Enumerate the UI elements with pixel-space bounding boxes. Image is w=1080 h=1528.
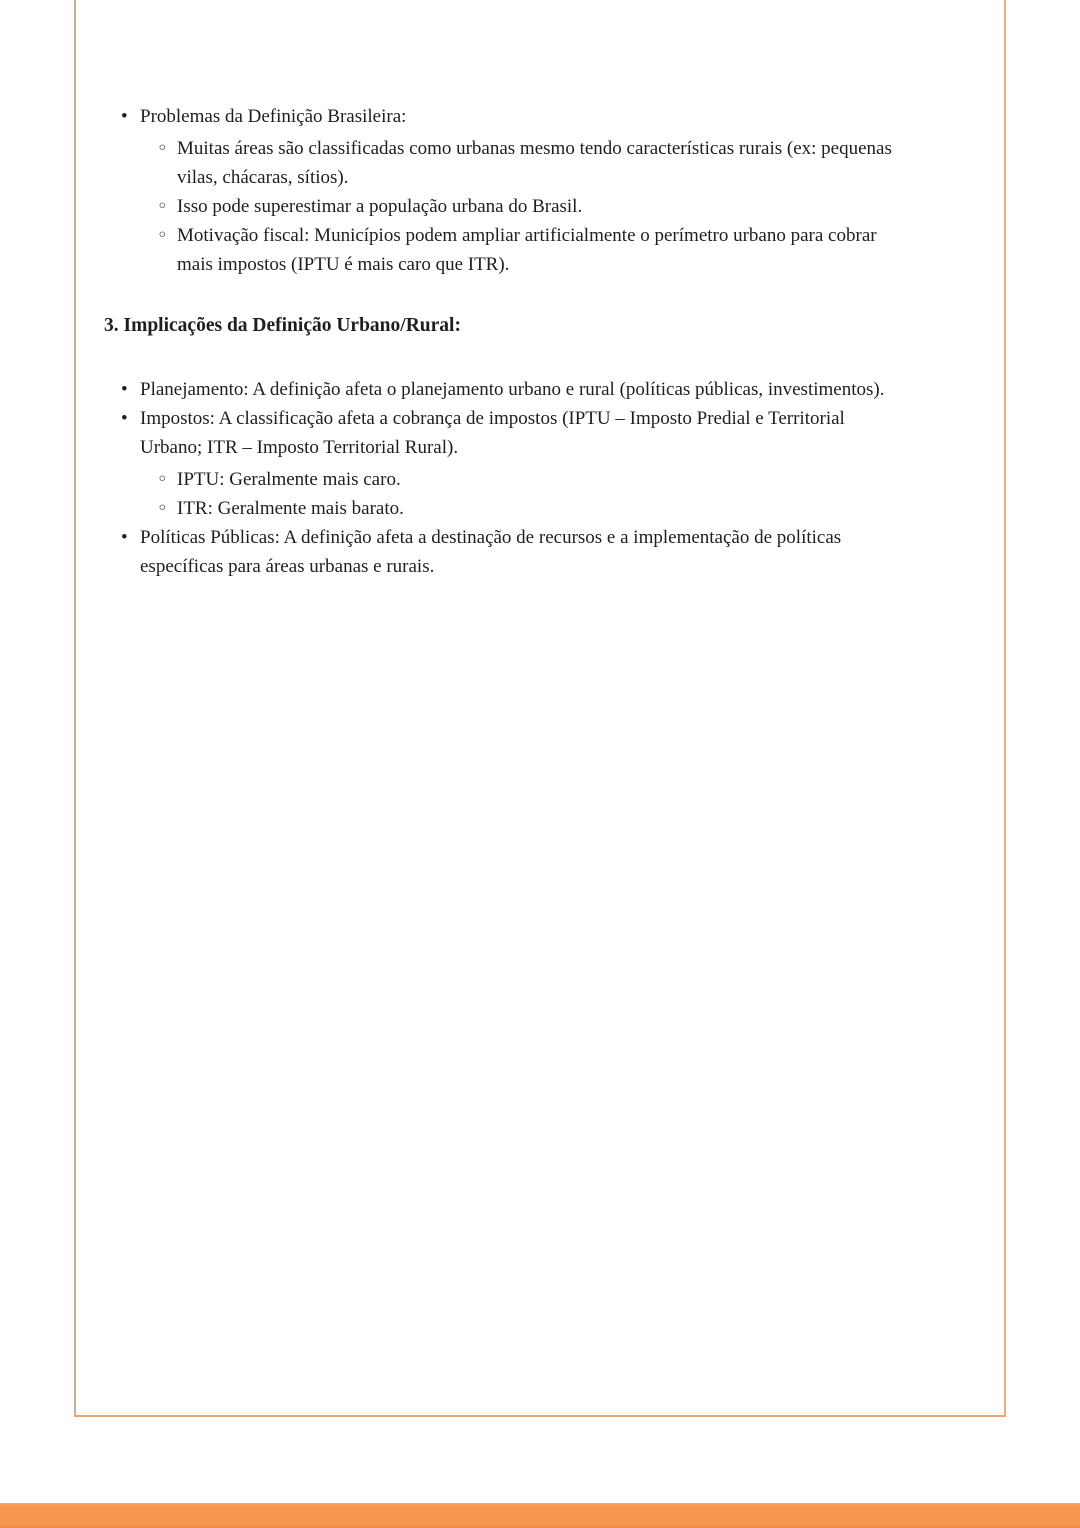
list-item-text: Planejamento: A definição afeta o planejamento urbano e rural (políticas públicas, investimentos). [140, 379, 885, 400]
list-item-text: Impostos: A classificação afeta a cobrança de impostos (IPTU – Imposto Predial e Territorial Urbano; ITR – Imposto Territorial Rural). [140, 408, 845, 458]
list-item-text: Isso pode superestimar a população urbana do Brasil. [177, 196, 583, 217]
page-content [104, 102, 904, 581]
page-border-frame [74, 0, 1006, 1417]
list-item [140, 221, 904, 279]
list-item [104, 523, 904, 581]
list-implicacoes [104, 375, 904, 581]
list-item-text: Políticas Públicas: A definição afeta a destinação de recursos e a implementação de políticas específicas para áreas urbanas e rurais. [140, 527, 842, 577]
sublist-problemas [140, 134, 904, 279]
list-item-text: Motivação fiscal: Municípios podem ampliar artificialmente o perímetro urbano para cobrar mais impostos (IPTU é mais caro que ITR). [177, 225, 877, 275]
bullet-disc-icon: • [121, 379, 128, 400]
sublist-impostos [140, 465, 904, 523]
list-item-text: Muitas áreas são classificadas como urbanas mesmo tendo características rurais (ex: pequenas vilas, chácaras, sítios). [177, 138, 892, 188]
list-item-text: Problemas da Definição Brasileira: [140, 106, 407, 127]
list-item-text: IPTU: Geralmente mais caro. [177, 469, 401, 490]
list-problemas [104, 102, 904, 279]
list-item [104, 404, 904, 523]
list-item [140, 192, 904, 221]
bullet-circle-icon: ◦ [157, 196, 168, 217]
bullet-circle-icon: ◦ [157, 469, 168, 490]
list-item [140, 494, 904, 523]
bullet-circle-icon: ◦ [157, 138, 168, 159]
section-heading: 3. Implicações da Definição Urbano/Rural: [104, 315, 461, 336]
bullet-circle-icon: ◦ [157, 225, 168, 246]
list-item [104, 375, 904, 404]
list-item [140, 465, 904, 494]
list-item [140, 134, 904, 192]
bullet-disc-icon: • [121, 408, 128, 429]
footer-accent-bar [0, 1503, 1080, 1528]
list-item-text: ITR: Geralmente mais barato. [177, 498, 404, 519]
list-item [104, 102, 904, 279]
bullet-circle-icon: ◦ [157, 498, 168, 519]
bullet-disc-icon: • [121, 106, 128, 127]
bullet-disc-icon: • [121, 527, 128, 548]
